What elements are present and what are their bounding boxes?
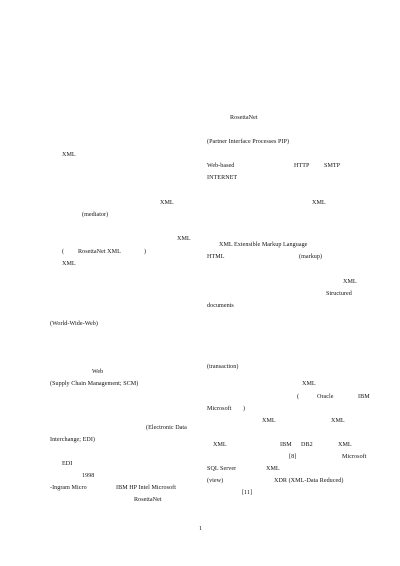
right-sql-server: SQL Server [207, 466, 237, 472]
right-xml-6: XML [213, 442, 227, 448]
right-xml-8: XML [266, 466, 280, 472]
right-xdr: XDR (XML-Data Reduced) [274, 478, 344, 484]
left-open-paren: ( [62, 249, 65, 255]
right-microsoft-1: Microsoft [207, 406, 232, 412]
right-html: HTML [207, 254, 225, 260]
right-smtp: SMTP [324, 163, 341, 169]
right-close-paren: ) [243, 406, 246, 412]
right-xml-7: XML [338, 442, 352, 448]
left-scm: (Supply Chain Management; SCM) [50, 381, 139, 387]
right-db2: DB2 [301, 442, 313, 448]
left-edi-2: Interchange; EDI) [50, 437, 96, 443]
right-oracle: Oracle [317, 394, 334, 400]
right-xml-2: XML [343, 279, 357, 285]
page-number: 1 [199, 526, 203, 532]
right-xml-5: XML [331, 418, 345, 424]
left-year: 1998 [82, 473, 95, 479]
left-rosettanet: RosettaNet [134, 497, 162, 503]
left-mediator: (mediator) [82, 212, 109, 218]
right-pip: (Partner Interface Processes PIP) [207, 139, 290, 145]
right-http: HTTP [294, 163, 310, 169]
right-internet: INTERNET [207, 175, 238, 181]
left-xml-2: XML [160, 200, 174, 206]
right-ref-8: [8] [289, 454, 297, 460]
right-open-paren: ( [297, 394, 300, 400]
left-xml-1: XML [62, 152, 76, 158]
left-ingram-micro: -Ingram Micro [50, 485, 87, 491]
right-transaction: (transaction) [207, 364, 239, 370]
right-ref-11: [11] [242, 490, 253, 496]
right-ibm-1: IBM [358, 394, 370, 400]
right-xml-definition: XML Extensible Markup Language [219, 242, 308, 248]
right-markup: (markup) [299, 254, 323, 260]
right-ibm-2: IBM [280, 442, 292, 448]
left-edi-1: (Electronic Data [146, 425, 187, 431]
right-documents: documents [207, 303, 234, 309]
left-xml-3: XML [177, 236, 191, 242]
right-web-based: Web-based [207, 163, 235, 169]
right-rosettanet: RosettaNet [230, 115, 258, 121]
left-rosettanet-xml: RosettaNet XML [78, 249, 121, 255]
left-xml-4: XML [62, 261, 76, 267]
right-microsoft-2: Microsoft [342, 454, 367, 460]
right-xml-4: XML [262, 418, 276, 424]
right-view: (view) [207, 478, 224, 484]
left-close-paren: ) [144, 249, 147, 255]
right-structured: Structured [326, 291, 352, 297]
left-companies: IBM HP Intel Microsoft [116, 485, 176, 491]
right-xml-3: XML [302, 381, 316, 387]
left-edi-3: EDI [62, 461, 73, 467]
left-web: Web [92, 369, 104, 375]
left-world-wide-web: (World-Wide-Web) [50, 321, 98, 327]
right-xml-1: XML [312, 200, 326, 206]
